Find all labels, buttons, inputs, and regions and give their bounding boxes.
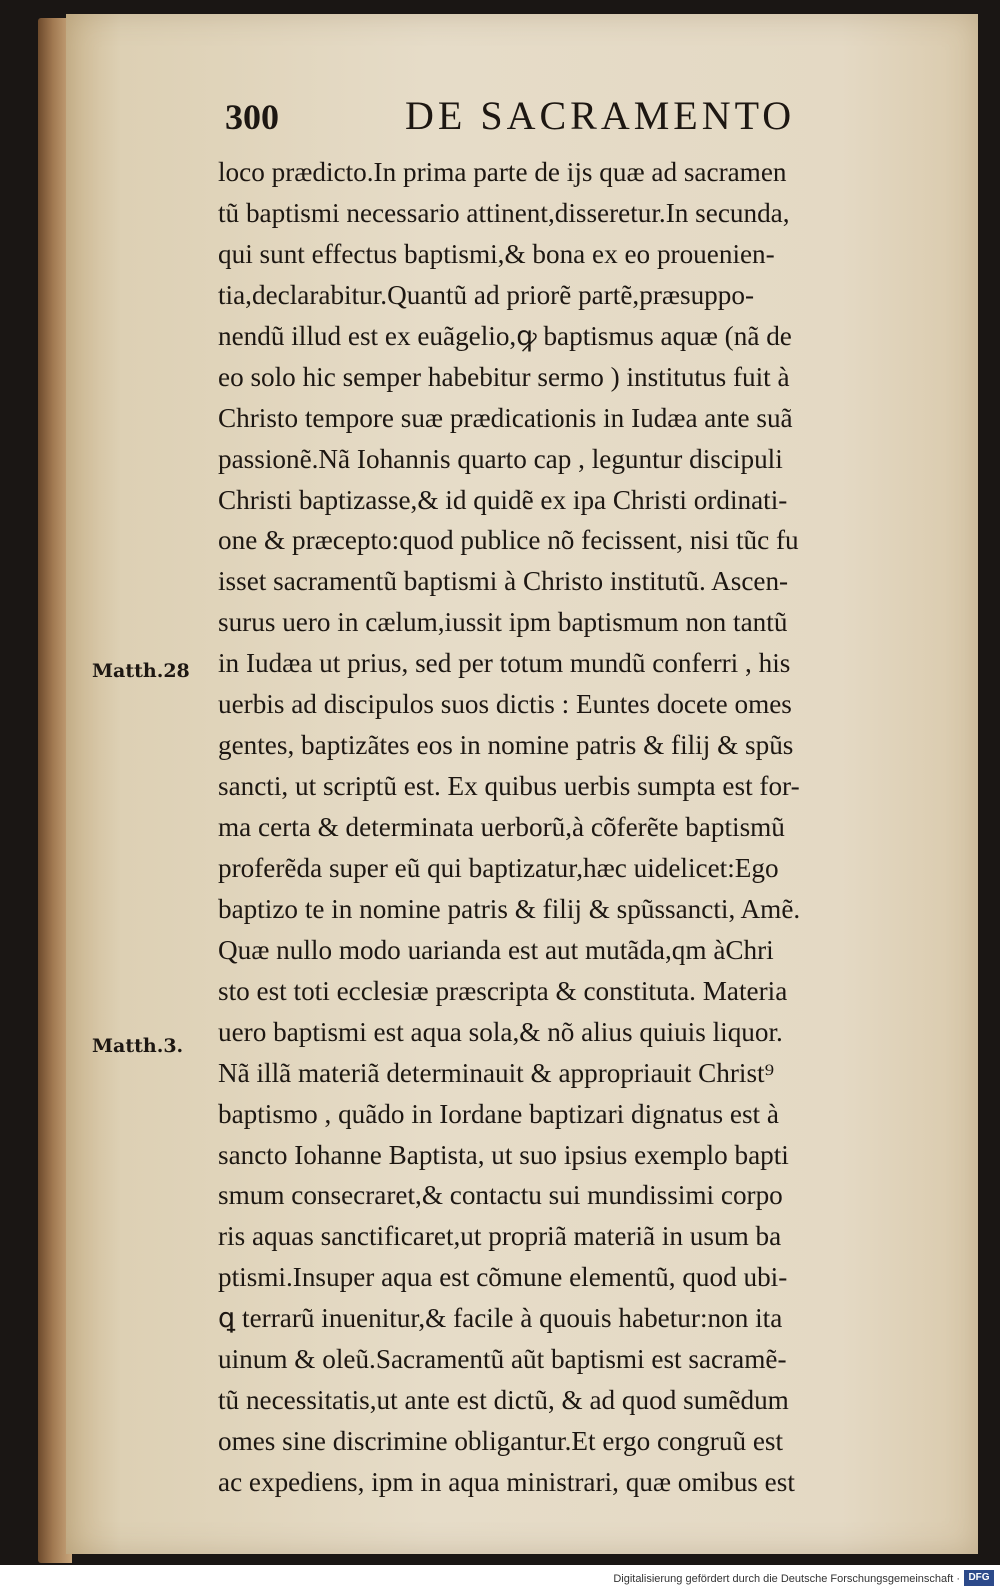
text-line: ris aquas sanctificaret,ut propriã materiã in usum ba — [218, 1221, 782, 1252]
page-header — [225, 92, 825, 148]
text-line: sancti, ut scriptũ est. Ex quibus uerbis sumpta est for- — [218, 771, 800, 802]
text-line: one & præcepto:quod publice nõ fecissent, nisi tũc fu — [218, 525, 799, 556]
text-line: baptismo , quãdo in Iordane baptizari dignatus est à — [218, 1098, 779, 1129]
text-line: ac expediens, ipm in aqua ministrari, quæ omibus est — [218, 1467, 795, 1497]
text-line: ptismi.Insuper aqua est cõmune elementũ, quod ubi- — [218, 1262, 788, 1293]
funding-credit: Digitalisierung gefördert durch die Deutsche Forschungsgemeinschaft · — [613, 1573, 960, 1585]
text-line: tia,declarabitur.Quantũ ad priorẽ partẽ,præsuppo- — [218, 279, 755, 310]
body-text — [218, 152, 938, 1503]
text-line: Christo tempore suæ prædicationis in Iudæa ante suã — [218, 402, 793, 433]
page-number: 300 — [225, 97, 279, 137]
text-line: Christi baptizasse,& id quidẽ ex ipa Christi ordinati- — [218, 484, 788, 515]
text-line: Nã illã materiã determinauit & appropriauit Christ⁹ — [218, 1057, 775, 1088]
text-line: baptizo te in nomine patris & filij & spũssancti, Amẽ. — [218, 893, 801, 924]
text-line: uero baptismi est aqua sola,& nõ alius quiuis liquor. — [218, 1016, 783, 1047]
marginal-note-matthew-28: Matth.28 — [92, 660, 190, 682]
footer-band — [0, 1565, 1000, 1593]
text-line: omes sine discrimine obligantur.Et ergo congruũ est — [218, 1426, 784, 1457]
text-line: isset sacramentũ baptismi à Christo institutũ. Ascen- — [218, 566, 789, 597]
text-line: qui sunt effectus baptismi,& bona ex eo prouenien- — [218, 238, 775, 269]
text-line: in Iudæa ut prius, sed per totum mundũ conferri , his — [218, 648, 791, 679]
text-line: ꝗ terrarũ inuenitur,& facile à quouis habetur:non ita — [218, 1303, 783, 1334]
text-line: loco prædicto.In prima parte de ijs quæ ad sacramen — [218, 157, 787, 187]
text-line: tũ necessitatis,ut ante est dictũ, & ad quod sumẽdum — [218, 1385, 789, 1416]
marginal-note-matthew-3: Matth.3. — [92, 1035, 184, 1057]
text-line: ma certa & determinata uerborũ,à cõferẽte baptismũ — [218, 812, 785, 842]
text-line: proferẽda super eũ qui baptizatur,hæc uidelicet:Ego — [218, 852, 779, 883]
text-line: gentes, baptizãtes eos in nomine patris & filij & spũs — [218, 730, 794, 761]
text-line: tũ baptismi necessario attinent,disseretur.In secunda, — [218, 197, 790, 228]
text-line: sancto Iohanne Baptista, ut suo ipsius exemplo bapti — [218, 1139, 789, 1170]
running-title: DE SACRAMENTO — [405, 93, 796, 138]
text-line: nendũ illud est ex euãgelio,ꝙ baptismus aquæ (nã de — [218, 320, 792, 351]
text-line: eo solo hic semper habebitur sermo ) institutus fuit à — [218, 361, 790, 392]
text-line: sto est toti ecclesiæ præscripta & constituta. Materia — [218, 975, 788, 1006]
text-line: Quæ nullo modo uarianda est aut mutãda,qm àChri — [218, 934, 774, 965]
dfg-logo: DFG — [964, 1570, 994, 1586]
text-line: surus uero in cælum,iussit ipm baptismum non tantũ — [218, 607, 788, 638]
text-line: passionẽ.Nã Iohannis quarto cap , leguntur discipuli — [218, 443, 783, 474]
text-line: uerbis ad discipulos suos dictis : Euntes docete omes — [218, 689, 792, 720]
text-line: smum consecraret,& contactu sui mundissimi corpo — [218, 1180, 783, 1211]
text-line: uinum & oleũ.Sacramentũ aũt baptismi est sacramẽ- — [218, 1344, 787, 1375]
